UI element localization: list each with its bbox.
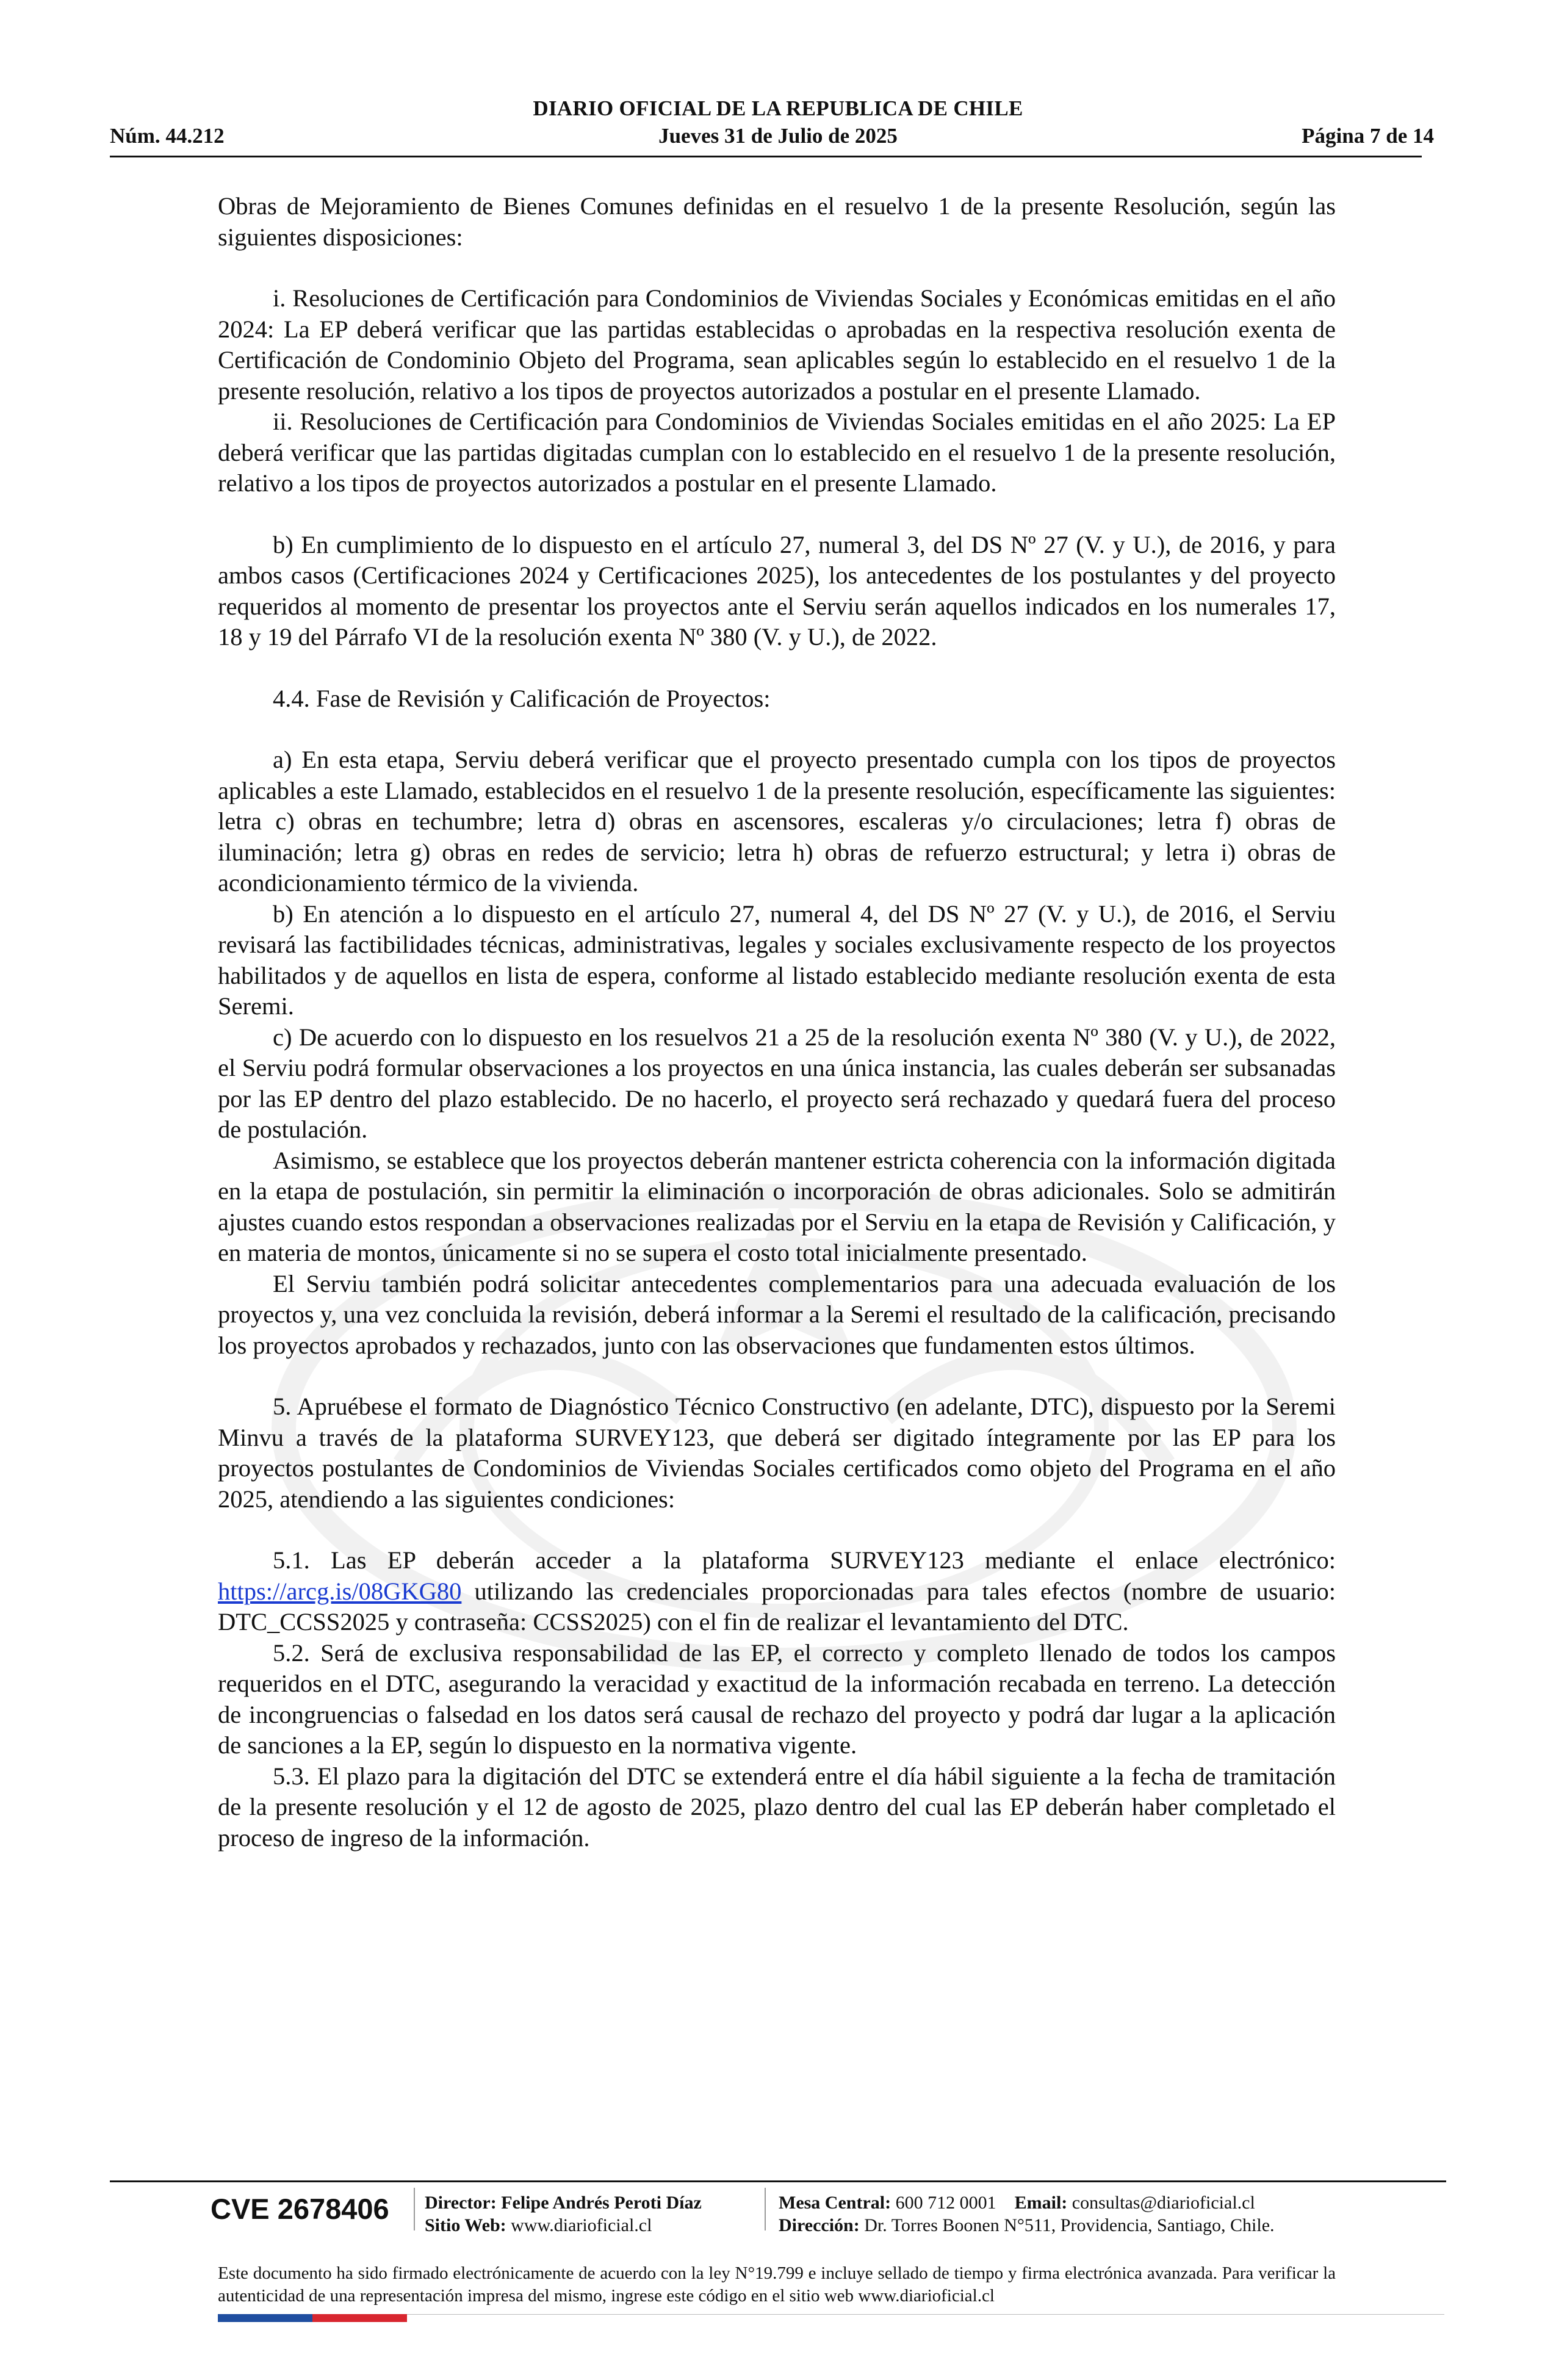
paragraph-5-1 <box>218 1545 1336 1638</box>
flag-bar-red <box>312 2314 407 2322</box>
paragraph-5-1-rest: utilizando las credenciales proporcionadas para tales efectos (nombre de usuario: DTC_CCSS2025 y contraseña: CCSS2025) con el fin de realizar el levantamiento del DTC. <box>218 1577 1336 1635</box>
newspaper-title: DIARIO OFICIAL DE LA REPUBLICA DE CHILE <box>533 96 1023 120</box>
paragraph-asimismo: Asimismo, se establece que los proyectos deberán mantener estricta coherencia con la información digitada en la etapa de postulación, sin permitir la eliminación o incorporación de obras adicionales. Solo se admitirán ajustes cuando estos respondan a observaciones realizadas por el Serviu en la etapa de Revisión y Calificación, y en materia de montos, únicamente si no se supera el costo total inicialmente presentado. <box>218 1146 1336 1266</box>
footer-bottom-line <box>407 2314 1444 2315</box>
paragraph-c-acuerdo: c) De acuerdo con lo dispuesto en los resuelvos 21 a 25 de la resolución exenta Nº 380 (V. y U.), de 2022, el Serviu podrá formular observaciones a los proyectos en una única instancia, las cuales deberán ser subsanadas por las EP dentro del plazo establecido. De no hacerlo, el proyecto será rechazado y quedará fuera del proceso de postulación. <box>218 1023 1336 1143</box>
address-value: Dr. Torres Boonen N°511, Providencia, Santiago, Chile. <box>864 2215 1275 2235</box>
paragraph-b-atencion: b) En atención a lo dispuesto en el artículo 27, numeral 4, del DS Nº 27 (V. y U.), de 2016, el Serviu revisará las factibilidades técnicas, administrativas, legales y sociales exclusivamente respecto de los proyectos habilitados y de aquellos en lista de espera, conforme al listado establecido mediante resolución exenta de esta Seremi. <box>218 900 1336 1020</box>
paragraph-a-etapa: a) En esta etapa, Serviu deberá verificar que el proyecto presentado cumpla con los tipos de proyectos aplicables a este Llamado, establecidos en el resuelvo 1 de la presente resolución, específicamente las siguientes: letra c) obras en techumbre; letra d) obras en ascensores, escaleras y/o circulaciones; letra f) obras de iluminación; letra g) obras en redes de servicio; letra h) obras de refuerzo estructural; y letra i) obras de acondicionamiento térmico de la vivienda. <box>218 746 1336 896</box>
footer-divider <box>110 2180 1446 2182</box>
header-divider <box>110 156 1422 157</box>
paragraph-5-3: 5.3. El plazo para la digitación del DTC se extenderá entre el día hábil siguiente a la fecha de tramitación de la presente resolución y el 12 de agosto de 2025, plazo dentro del cual las EP deberán haber completado el proceso de ingreso de la información. <box>218 1762 1336 1852</box>
paragraph-b-cumplimiento: b) En cumplimiento de lo dispuesto en el artículo 27, numeral 3, del DS Nº 27 (V. y U.), de 2016, y para ambos casos (Certificaciones 2024 y Certificaciones 2025), los antecedentes de los postulantes y del proyecto requeridos al momento de presentar los proyectos ante el Serviu serán aquellos indicados en los numerales 17, 18 y 19 del Párrafo VI de la resolución exenta Nº 380 (V. y U.), de 2022. <box>218 530 1336 651</box>
email-label: Email: <box>1014 2193 1068 2213</box>
document-body <box>218 191 1336 1853</box>
issue-date: Jueves 31 de Julio de 2025 <box>658 124 898 148</box>
footer-separator <box>414 2188 415 2230</box>
survey-link[interactable]: https://arcg.is/08GKG80 <box>218 1577 462 1605</box>
paragraph-5-apruebese: 5. Apruébese el formato de Diagnóstico Técnico Constructivo (en adelante, DTC), dispuesto por la Seremi Minvu a través de la plataforma SURVEY123, que deberá ser digitado íntegramente por las EP para los proyectos postulantes de Condominios de Viviendas Sociales certificados como objeto del Programa en el año 2025, atendiendo a las siguientes condiciones: <box>218 1393 1336 1513</box>
footer-disclaimer: Este documento ha sido firmado electrónicamente de acuerdo con la ley N°19.799 e incluye sellado de tiempo y firma electrónica avanzada. Para verificar la autenticidad de una representación impresa del mismo, ingrese este código en el sitio web www.diarioficial.cl <box>218 2263 1336 2306</box>
page-number: Página 7 de 14 <box>1302 124 1434 148</box>
paragraph-i: i. Resoluciones de Certificación para Condominios de Viviendas Sociales y Económicas emitidas en el año 2024: La EP deberá verificar que las partidas establecidas o aprobadas en la respectiva resolución exenta de Certificación de Condominio Objeto del Programa, sean aplicables según lo establecido en el resuelvo 1 de la presente resolución, relativo a los tipos de proyectos autorizados a postular en el presente Llamado. <box>218 284 1336 405</box>
flag-color-bar <box>218 2314 407 2322</box>
address-label: Dirección: <box>779 2215 860 2235</box>
site-url[interactable]: www.diarioficial.cl <box>511 2215 652 2235</box>
director-label: Director: <box>425 2193 497 2213</box>
paragraph-serviu: El Serviu también podrá solicitar antecedentes complementarios para una adecuada evaluación de los proyectos y, una vez concluida la revisión, deberá informar a la Seremi el resultado de la calificación, precisando los proyectos aprobados y rechazados, junto con las observaciones que fundamenten estos últimos. <box>218 1269 1336 1359</box>
section-heading-4-4: 4.4. Fase de Revisión y Calificación de Proyectos: <box>273 684 771 712</box>
site-label: Sitio Web: <box>425 2215 506 2235</box>
paragraph-5-1-lead: 5.1. Las EP deberán acceder a la plataforma SURVEY123 mediante el enlace electrónico: <box>273 1546 1336 1574</box>
mesa-phone: 600 712 0001 <box>895 2193 996 2213</box>
paragraph-ii: ii. Resoluciones de Certificación para Condominios de Viviendas Sociales emitidas en el año 2025: La EP deberá verificar que las partidas digitadas cumplan con lo establecido en el resuelvo 1 de la presente resolución, relativo a los tipos de proyectos autorizados a postular en el presente Llamado. <box>218 408 1336 497</box>
director-name: Felipe Andrés Peroti Díaz <box>501 2193 702 2213</box>
paragraph-intro: Obras de Mejoramiento de Bienes Comunes definidas en el resuelvo 1 de la presente Resolución, según las siguientes disposiciones: <box>218 192 1336 251</box>
footer-separator <box>765 2188 766 2230</box>
flag-bar-blue <box>218 2314 312 2322</box>
cve-code: CVE 2678406 <box>211 2193 389 2225</box>
footer-contact-block <box>779 2191 1275 2237</box>
paragraph-5-2: 5.2. Será de exclusiva responsabilidad de las EP, el correcto y completo llenado de todos los campos requeridos en el DTC, asegurando la veracidad y exactitud de la información recabada en terreno. La detección de incongruencias o falsedad en los datos será causal de rechazo del proyecto y podrá dar lugar a la aplicación de sanciones a la EP, según lo dispuesto en la normativa vigente. <box>218 1639 1336 1759</box>
footer-director-block <box>425 2191 702 2237</box>
mesa-label: Mesa Central: <box>779 2193 891 2213</box>
issue-number: Núm. 44.212 <box>110 124 225 148</box>
email-address[interactable]: consultas@diarioficial.cl <box>1072 2193 1255 2213</box>
